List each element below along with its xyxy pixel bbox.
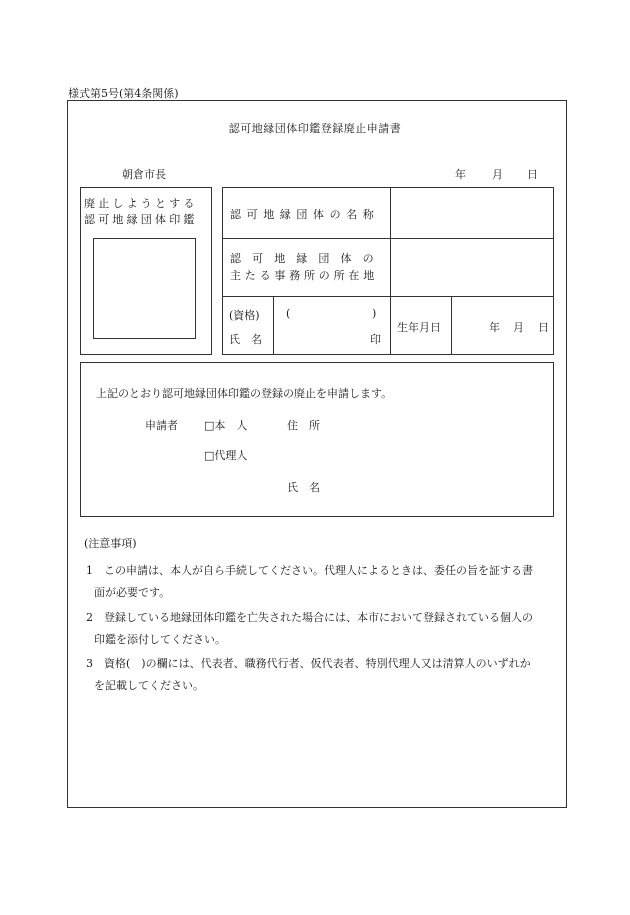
seal-label-line1: 廃止しようとする <box>84 197 198 210</box>
table-column-divider <box>390 187 391 355</box>
applicant-name-label: 氏 名 <box>287 481 320 494</box>
seal-impression-area[interactable] <box>93 238 196 339</box>
birth-day-label: 日 <box>538 321 549 334</box>
note-item <box>86 560 562 604</box>
seal-label <box>84 196 210 228</box>
addressee: 朝倉市長 <box>122 168 166 181</box>
note-line: 印鑑を添付してください。 <box>94 633 226 646</box>
note-item <box>86 653 562 697</box>
qualification-close-paren: ) <box>372 307 377 320</box>
birth-month-label: 月 <box>513 321 524 334</box>
date-year-label: 年 <box>455 168 466 181</box>
table-column-divider <box>451 296 452 355</box>
org-name-label: 認可地縁団体の名称 <box>230 208 380 221</box>
note-item <box>86 607 562 651</box>
option-agent-checkbox[interactable]: □代理人 <box>204 449 248 462</box>
office-label <box>230 250 390 284</box>
applicant-label: 申請者 <box>145 419 178 432</box>
seal-mark: 印 <box>370 333 381 346</box>
seal-label-line2: 認可地縁団体印鑑 <box>84 213 198 226</box>
date-day-label: 日 <box>527 168 538 181</box>
birthdate-label: 生年月日 <box>397 321 441 334</box>
qualification-open-paren[interactable]: ( <box>286 307 291 320</box>
table-row-divider <box>222 296 554 297</box>
date-month-label: 月 <box>492 168 503 181</box>
applicant-address-label: 住 所 <box>287 419 320 432</box>
office-label-line1: 認 可 地 縁 団 体 の <box>230 252 378 265</box>
person-name-label: 氏 名 <box>229 333 262 346</box>
office-label-line2: 主たる事務所の所在地 <box>230 269 378 282</box>
note-line: 1 この申請は、本人が自ら手続してください。代理人によるときは、委任の旨を証する書 <box>86 564 533 577</box>
birth-year-label: 年 <box>489 321 500 334</box>
note-line: 3 資格( )の欄には、代表者、職務代行者、仮代表者、特別代理人又は清算人のいずれか <box>86 657 531 670</box>
note-line: を記載してください。 <box>94 679 204 692</box>
note-line: 2 登録している地縁団体印鑑を亡失された場合には、本市において登録されている個人の <box>86 611 533 624</box>
application-statement: 上記のとおり認可地縁団体印鑑の登録の廃止を申請します。 <box>96 387 393 400</box>
option-self-checkbox[interactable]: □本 人 <box>204 419 248 432</box>
table-row-divider <box>222 238 554 239</box>
table-column-divider <box>273 296 274 355</box>
qualification-label: (資格) <box>229 309 260 322</box>
form-number: 様式第5号(第4条関係) <box>68 87 179 100</box>
form-title: 認可地縁団体印鑑登録廃止申請書 <box>228 122 402 135</box>
note-line: 面が必要です。 <box>94 586 171 599</box>
notes-heading: (注意事項) <box>84 537 137 550</box>
